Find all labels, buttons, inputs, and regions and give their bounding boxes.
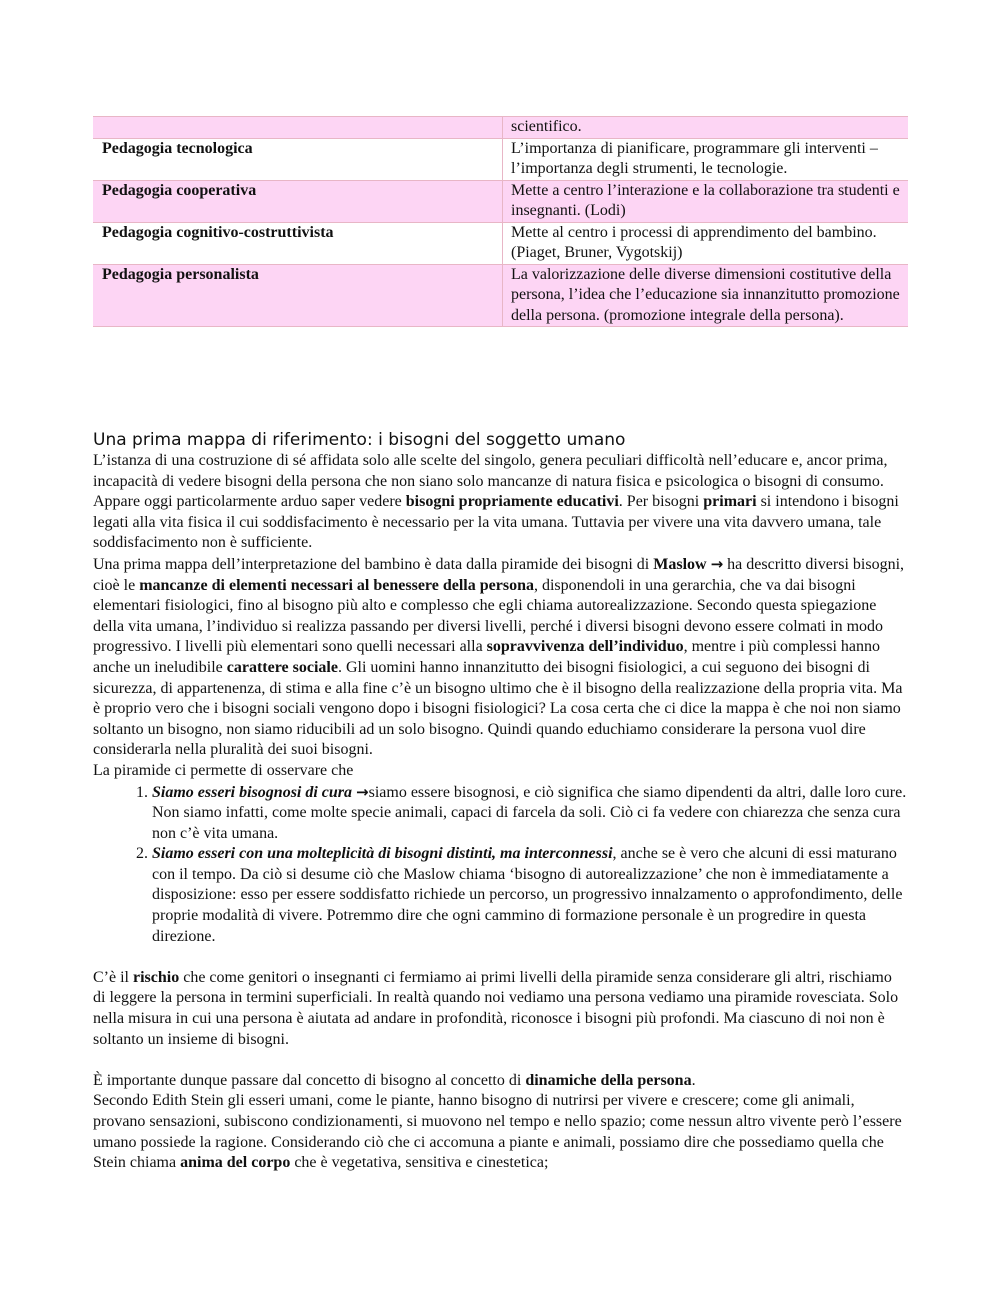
table-cell-term: Pedagogia cooperativa [93, 180, 503, 222]
paragraph [93, 968, 908, 1050]
text-run: C’è il [93, 968, 133, 986]
bold-text: carattere sociale [226, 658, 338, 676]
list-item [152, 844, 908, 947]
paragraph [93, 554, 908, 761]
table-cell-term: Pedagogia cognitivo-costruttivista [93, 222, 503, 264]
text-run: L’istanza di una costruzione di sé affidata solo alle scelte del singolo, genera peculiari difficoltà nell’educare e, ancor prima, incapacità di vedere bisogni della persona che non siano solo mancanze di natura fisica e psicologica o bisogni di consumo. Appare oggi particolarmente arduo saper vedere [93, 452, 888, 511]
paragraph [93, 1071, 908, 1092]
text-run: siamo essere bisognosi, e ciò significa che siamo dipendenti da altri, dalle loro cure. Non siamo infatti, come molte specie animali, capaci di farcela da soli. Ciò ci fa vedere con chiarezza che senza cura non c’è vita umana. [152, 783, 907, 842]
bold-text: sopravvivenza dell’individuo [486, 638, 684, 656]
paragraph: La piramide ci permette di osservare che [93, 761, 354, 779]
bold-text: anima del corpo [180, 1154, 291, 1172]
table-cell-term [93, 117, 503, 139]
text-run: Secondo Edith Stein gli esseri umani, come le piante, hanno bisogno di nutrirsi per vivere e crescere; come gli animali, provano sensazioni, subiscono condizionamenti, si muovono nel tempo e nello spazio; come nessun altro vivente però l’essere umano possiede la ragione. Considerando ciò che ci accomuna a piante e animali, possiamo dire che possediamo quella che Stein chiama [93, 1092, 902, 1172]
text-run: . Per bisogni [618, 493, 704, 511]
table-row [93, 264, 908, 327]
text-run: ha descritto diversi bisogni, cioè le [93, 555, 905, 594]
paragraph [93, 1091, 908, 1173]
paragraph [93, 451, 908, 554]
table-cell-description: L’importanza di pianificare, programmare gli interventi – l’importanza degli strumenti, le tecnologie. [503, 138, 909, 180]
bold-text: primari [703, 493, 757, 511]
bold-italic-text: Siamo esseri con una molteplicità di bisogni distinti, ma interconnessi [152, 845, 613, 863]
text-run: . Gli uomini hanno innanzitutto dei bisogni fisiologici, a cui seguono dei bisogni di sicurezza, di appartenenza, di stima e alla fine c’è un bisogno ultimo che è il bisogno della realizzazione della propria vita. Ma è proprio vero che i bisogni sociali vengono dopo i bisogni fisiologici? La cosa certa che ci dice la mappa è che noi non siamo soltanto un bisogno, non siamo riducibili ad un solo bisogno. Quindi quando educhiamo considerare la persona vuol dire considerarla nella pluralità dei suoi bisogni. [93, 658, 903, 759]
table-cell-term: Pedagogia personalista [93, 264, 503, 327]
pedagogy-table [93, 116, 908, 327]
table-cell-description: scientifico. [503, 117, 909, 139]
arrow-right-icon: → [710, 554, 724, 573]
table-row [93, 117, 908, 139]
arrow-right-icon: → [356, 782, 369, 801]
blank-line [93, 1050, 908, 1071]
text-run: che come genitori o insegnanti ci fermiamo ai primi livelli della piramide senza considerare gli altri, rischiamo di leggere la persona in termini superficiali. In realtà quando noi vediamo una persona vediamo una piramide rovesciata. Solo nella misura in cui una persona è aiutata ad andare in profondità, riconosce i bisogni più profondi. Ma ciascuno di noi non è soltanto un insieme di bisogni. [93, 968, 899, 1048]
table-cell-description: La valorizzazione delle diverse dimensioni costitutive della persona, l’idea che l’educazione sia innanzitutto promozione della persona. (promozione integrale della persona). [503, 264, 909, 327]
list-item [152, 782, 908, 845]
numbered-list [93, 782, 908, 948]
table-row [93, 180, 908, 222]
blank-line [93, 947, 908, 968]
bold-text: bisogni propriamente educativi [405, 493, 619, 511]
text-run: si intendono i bisogni legati alla vita fisica il cui soddisfacimento è necessario per la vita umana. Tuttavia per vivere una vita davvero umana, tale soddisfacimento non è sufficiente. [93, 493, 899, 552]
bold-text: Maslow [653, 555, 707, 573]
text-run: , disponendoli in una gerarchia, che va dai bisogni elementari fisiologici, fino al bisogno più alto e complesso che egli chiama autorealizzazione. Secondo questa spiegazione della vita umana, l’individuo si realizza passando per diversi livelli, perché i diversi bisogni devono essere colmati in modo progressivo. I livelli più elementari sono quelli necessari alla [93, 576, 884, 656]
table-row [93, 222, 908, 264]
table-cell-term: Pedagogia tecnologica [93, 138, 503, 180]
bold-text: rischio [133, 968, 180, 986]
text-run: , anche se è vero che alcuni di essi maturano con il tempo. Da ciò si desume ciò che Maslow chiama ‘bisogno di autorealizzazione’ che non è immediatamente a disposizione: esso per essere soddisfatto richiede un percorso, un progressivo innalzamento o approfondimento, delle proprie modalità di vivere. Potremmo dire che ogni cammino di formazione personale è un progredire in questa direzione. [152, 845, 903, 945]
table-cell-description: Mette a centro l’interazione e la collaborazione tra studenti e insegnanti. (Lodi) [503, 180, 909, 222]
bold-text: dinamiche della persona [525, 1071, 692, 1089]
table-row [93, 138, 908, 180]
bold-italic-text: Siamo esseri bisognosi di cura [152, 783, 357, 801]
text-run: Una prima mappa dell’interpretazione del bambino è data dalla piramide dei bisogni di [93, 555, 654, 573]
section-heading: Una prima mappa di riferimento: i bisogni del soggetto umano [93, 430, 626, 450]
text-run: che è vegetativa, sensitiva e cinestetica; [290, 1154, 549, 1172]
text-run: . [691, 1071, 696, 1089]
text-run: , mentre i più complessi hanno anche un ineludibile [93, 638, 880, 676]
text-run: È importante dunque passare dal concetto di bisogno al concetto di [93, 1071, 526, 1089]
bold-text: mancanze di elementi necessari al benessere della persona [139, 576, 534, 594]
section-body [93, 451, 908, 1174]
table-cell-description: Mette al centro i processi di apprendimento del bambino. (Piaget, Bruner, Vygotskij) [503, 222, 909, 264]
